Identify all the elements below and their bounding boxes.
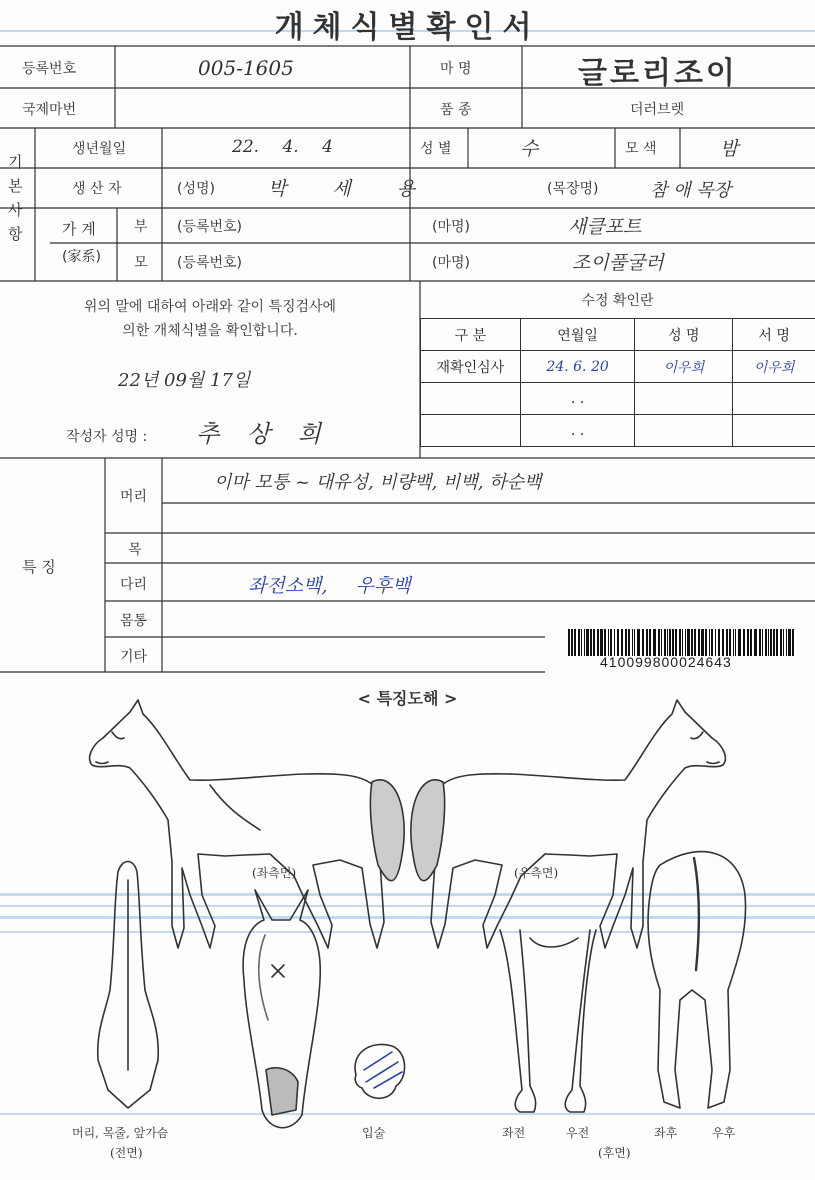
other-label: 기타 [120, 649, 148, 665]
breed-value: 더러브렛 [630, 102, 685, 118]
barcode-bar [658, 629, 660, 656]
hind-view-drawing [648, 852, 746, 1108]
barcode-bar [574, 629, 576, 656]
dam-name-value: 조이풀굴러 [572, 252, 664, 274]
barcode-bar [729, 629, 731, 656]
barcode-bar [687, 629, 690, 656]
section-basic-label: 기본사항 [8, 153, 23, 243]
table-row [421, 351, 815, 383]
barcode-bar [685, 629, 686, 656]
barcode-bar [783, 629, 784, 656]
barcode-bar [568, 629, 570, 656]
barcode-bar [581, 629, 582, 656]
barcode-bar [709, 629, 710, 656]
barcode-bar [762, 629, 763, 656]
cell-category [421, 415, 521, 447]
intl-no-label: 국제마번 [22, 102, 77, 118]
barcode-bar [637, 629, 640, 656]
barcode-bar [628, 629, 630, 656]
horse-face-drawing [243, 890, 320, 1128]
front-view-caption: (전면) [110, 1146, 143, 1160]
dam-name-label: (마명) [432, 255, 470, 271]
farm-label: (목장명) [547, 181, 599, 197]
barcode-bar [586, 629, 589, 656]
horse-right-side-drawing [411, 700, 726, 948]
writer-label: 작성자 성명 : [66, 429, 148, 445]
barcode-bar [600, 629, 603, 656]
cell-signature [733, 415, 815, 447]
cell-category [421, 383, 521, 415]
leg-label: 다리 [120, 577, 148, 593]
barcode-bar [743, 629, 745, 656]
muzzle-drawing [355, 1044, 405, 1098]
cell-name [635, 383, 733, 415]
header-signature: 서 명 [733, 319, 815, 351]
cell-name [635, 415, 733, 447]
table-row [421, 383, 815, 415]
front-legs-drawing [500, 930, 596, 1112]
table-row [421, 415, 815, 447]
sex-label: 성 별 [420, 141, 452, 157]
barcode-bar [584, 629, 585, 656]
barcode [568, 629, 796, 656]
horse-front-view-drawing [98, 862, 159, 1109]
cell-date: . . [520, 415, 635, 447]
barcode-bar [715, 629, 716, 656]
barcode-bar [738, 629, 741, 656]
statement-line-2: 의한 개체식별을 확인합니다. [122, 323, 298, 339]
barcode-bar [750, 629, 752, 656]
revision-table [420, 318, 815, 447]
barcode-bar [726, 629, 728, 656]
farm-value: 참 애 목장 [650, 180, 731, 201]
dam-label: 모 [134, 255, 148, 271]
revision-table-title: 수정 확인란 [581, 293, 654, 309]
horse-diagram [0, 690, 815, 1150]
head-marks-value: 이마 모퉁 ~ 대유성, 비량백, 비백, 하순백 [214, 472, 542, 493]
cell-name: 이우희 [635, 351, 733, 383]
barcode-bar [675, 629, 677, 656]
barcode-bar [733, 629, 734, 656]
statement-line-1: 위의 말에 대하여 아래와 같이 특징검사에 [83, 299, 337, 315]
cell-category: 재확인심사 [421, 351, 521, 383]
table-header-row [421, 319, 815, 351]
barcode-bar [694, 629, 696, 656]
barcode-bar [590, 629, 592, 656]
barcode-bar [664, 629, 666, 656]
neck-label: 목 [128, 542, 142, 558]
barcode-bar [759, 629, 761, 656]
barcode-bar [701, 629, 704, 656]
birth-label: 생년월일 [72, 141, 127, 157]
dam-reg-label: (등록번호) [177, 255, 243, 271]
header-name: 성 명 [635, 319, 733, 351]
muzzle-label: 입술 [362, 1126, 386, 1140]
barcode-bar [768, 629, 769, 656]
barcode-bar [780, 629, 782, 656]
barcode-bar [634, 629, 635, 656]
cell-signature [733, 383, 815, 415]
barcode-bar [604, 629, 606, 656]
barcode-bar [788, 629, 791, 656]
barcode-bar [765, 629, 767, 656]
section-features-label: 특 징 [22, 558, 56, 576]
leg-marks-value: 좌전소백, 우후백 [248, 575, 411, 597]
barcode-bar [632, 629, 633, 656]
coat-label: 모 색 [625, 141, 657, 157]
writer-signature: 추 상 희 [196, 420, 321, 448]
barcode-bar [698, 629, 700, 656]
left-fore-label: 좌전 [502, 1126, 526, 1140]
barcode-bar [679, 629, 681, 656]
barcode-bar [682, 629, 683, 656]
breeder-name-value: 박 세 용 [268, 178, 416, 200]
barcode-bar [661, 629, 662, 656]
body-label: 몸통 [120, 613, 148, 629]
front-view-label: 머리, 목줄, 앞가슴 [72, 1126, 169, 1140]
right-fore-label: 우전 [566, 1126, 590, 1140]
sire-label: 부 [134, 219, 148, 235]
sex-value: 수 [520, 138, 539, 160]
sire-name-value: 새클포트 [568, 216, 642, 238]
barcode-bar [642, 629, 644, 656]
barcode-bar [621, 629, 623, 656]
barcode-bar [646, 629, 648, 656]
barcode-bar [617, 629, 619, 656]
left-hind-label: 좌후 [654, 1126, 678, 1140]
barcode-bar [711, 629, 713, 656]
breed-label: 품 종 [440, 102, 472, 118]
barcode-bar [649, 629, 651, 656]
cell-date: . . [520, 383, 635, 415]
document-title: 개체식별확인서 [274, 10, 541, 45]
barcode-bar [735, 629, 736, 656]
horse-name-value: 글로리조이 [578, 56, 738, 91]
barcode-bar [610, 629, 612, 656]
barcode-bar [786, 629, 787, 656]
left-side-label: (좌측면) [252, 866, 297, 880]
barcode-bar [754, 629, 757, 656]
barcode-bar [625, 629, 627, 656]
barcode-bar [705, 629, 707, 656]
barcode-bar [571, 629, 573, 656]
head-label: 머리 [120, 489, 148, 505]
barcode-bar [614, 629, 615, 656]
barcode-bar [776, 629, 778, 656]
barcode-number: 410099800024643 [600, 654, 732, 670]
barcode-bar [669, 629, 671, 656]
horse-left-side-drawing [90, 700, 405, 948]
reg-no-value: 005-1605 [198, 56, 294, 80]
header-category: 구 분 [421, 319, 521, 351]
barcode-bar [667, 629, 668, 656]
barcode-bar [653, 629, 656, 656]
pedigree-hanja: (家系) [62, 249, 101, 265]
right-hind-label: 우후 [712, 1126, 736, 1140]
coat-value: 밤 [720, 138, 739, 160]
barcode-bar [718, 629, 720, 656]
barcode-bar [608, 629, 609, 656]
barcode-bar [770, 629, 772, 656]
barcode-bar [747, 629, 749, 656]
header-date: 연월일 [520, 319, 635, 351]
name-label: 마 명 [440, 61, 472, 77]
issue-date-value: 22년 09월 17일 [118, 370, 251, 391]
reg-no-label: 등록번호 [22, 61, 77, 77]
breeder-name-label: (성명) [177, 181, 215, 197]
sire-reg-label: (등록번호) [177, 219, 243, 235]
barcode-bar [773, 629, 775, 656]
barcode-bar [792, 629, 794, 656]
cell-signature: 이우희 [733, 351, 815, 383]
cell-date: 24. 6. 20 [520, 351, 635, 383]
barcode-bar [597, 629, 599, 656]
barcode-bar [672, 629, 674, 656]
birth-value: 22. 4. 4 [232, 137, 333, 157]
barcode-bar [578, 629, 580, 656]
breeder-label: 생 산 자 [72, 181, 122, 197]
barcode-bar [722, 629, 724, 656]
barcode-bar [691, 629, 693, 656]
barcode-bar [593, 629, 595, 656]
right-side-label: (우측면) [514, 866, 559, 880]
hind-view-caption: (후면) [598, 1146, 631, 1160]
diagram-title: < 특징도해 > [357, 689, 458, 708]
sire-name-label: (마명) [432, 219, 470, 235]
pedigree-label: 가 계 [62, 220, 96, 238]
